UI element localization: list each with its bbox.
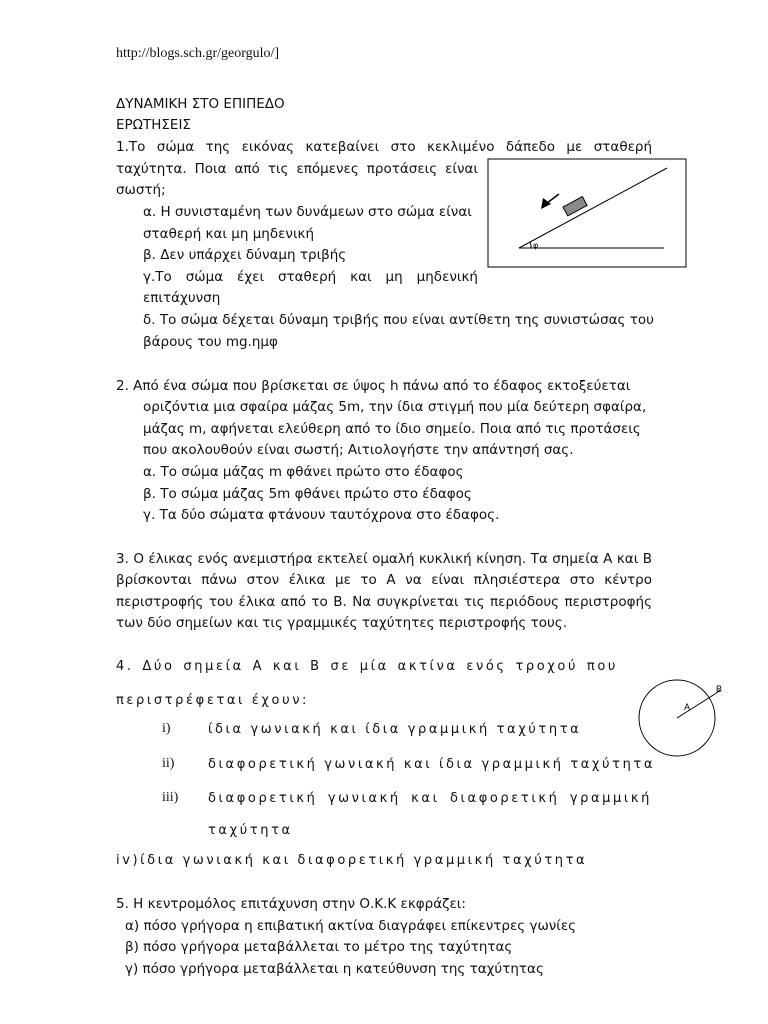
q1-option-a-cont: σταθερή και μη μηδενική (143, 226, 315, 242)
q2-option-c: γ. Τα δύο σώματα φτάνουν ταυτόχρονα στο έδαφος. (143, 507, 500, 523)
q1-option-b: β. Δεν υπάρχει δύναμη τριβής (143, 247, 347, 263)
q3-line-2: βρίσκονται πάνω στον έλικα με το Α να είναι πλησιέστερα στο κέντρο (116, 572, 652, 588)
q2-option-b: β. Το σώμα μάζας 5m φθάνει πρώτο στο έδαφος (143, 486, 472, 502)
q2-line-1: 2. Από ένα σώμα που βρίσκεται σε ύψος h πάνω από το έδαφος εκτοξεύεται (116, 378, 631, 394)
q1-option-d: δ. Το σώμα δέχεται δύναμη τριβής που είναι αντίθετη της συνιστώσας του (143, 312, 654, 328)
q1-option-a: α. Η συνισταμένη των δυνάμεων στο σώμα είναι (143, 204, 472, 220)
q5-option-b: β) πόσο γρήγορα μεταβάλλεται το μέτρο της ταχύτητας (125, 939, 513, 955)
q1-option-c-cont: επιτάχυνση (143, 290, 221, 306)
motion-arrow-shaft (547, 194, 559, 203)
q4-option-3-cont: ταχύτητα (208, 823, 293, 838)
q4-option-3-num: iii) (162, 790, 179, 805)
angle-arc (530, 242, 531, 248)
q4-line-2: περιστρέφεται έχουν: (116, 693, 310, 708)
q5-option-c: γ) πόσο γρήγορα μεταβάλλεται η κατεύθυνση της ταχύτητας (125, 961, 544, 977)
q4-option-2-num: ii) (162, 756, 175, 771)
q1-option-d-cont: βάρους του mg.ημφ (143, 334, 278, 350)
q2-option-a: α. Το σώμα μάζας m φθάνει πρώτο στο έδαφος (143, 464, 464, 480)
q3-line-3: περιστροφής του έλικα από το Β. Να συγκρίνεται τις περιόδους περιστροφής (116, 594, 652, 610)
q3-line-4: των δύο σημείων και τις γραμμικές ταχύτητες περιστροφής τους. (116, 615, 568, 631)
motion-arrow-head (541, 198, 551, 209)
incline-figure (487, 158, 687, 268)
q4-line-1: 4. Δύο σημεία Α και Β σε μία ακτίνα ενός τροχού που (116, 659, 618, 674)
q4-option-1-num: i) (162, 721, 171, 736)
q5-line: 5. Η κεντρομόλος επιτάχυνση στην Ο.Κ.Κ εκφράζει: (116, 896, 466, 912)
q5-option-a: α) πόσο γρήγορα η επιβατική ακτίνα διαγράφει επίκεντρες γωνίες (125, 918, 577, 934)
q4-option-2-text: διαφορετική γωνιακή και ίδια γραμμική ταχύτητα (208, 757, 656, 772)
q2-line-4: που ακολουθούν είναι σωστή; Αιτιολογήστε την απάντησή σας. (143, 442, 574, 458)
q1-line-1: 1.Το σώμα της εικόνας κατεβαίνει στο κεκλιμένο δάπεδο με σταθερή (116, 139, 652, 155)
point-b-label: B (716, 684, 723, 694)
q4-option-4: iv)ίδια γωνιακή και διαφορετική γραμμική ταχύτητα (116, 853, 588, 868)
q4-option-3-text: διαφορετική γωνιακή και διαφορετική γραμμική (208, 791, 652, 806)
q1-option-c: γ.Το σώμα έχει σταθερή και μη μηδενική (143, 269, 478, 285)
q4-option-1-text: ίδια γωνιακή και ίδια γραμμική ταχύτητα (208, 722, 582, 737)
angle-label: φ (533, 241, 539, 250)
q1-line-2: ταχύτητα. Ποια από τις επόμενες προτάσεις είναι (116, 161, 478, 177)
q1-line-3: σωστή; (116, 182, 166, 198)
page-title: ΔΥΝΑΜΙΚΗ ΣΤΟ ΕΠΙΠΕΔΟ (116, 96, 285, 112)
q2-line-2: οριζόντια μια σφαίρα μάζας 5m, την ίδια στιγμή που μία δεύτερη σφαίρα, (143, 399, 647, 415)
q2-line-3: μάζας m, αφήνεται ελεύθερη από το ίδιο σημείο. Ποια από τις προτάσεις (143, 421, 641, 437)
wheel-figure (636, 675, 732, 761)
page-subtitle: ΕΡΩΤΗΣΕΙΣ (116, 117, 191, 133)
header-url: http://blogs.sch.gr/georgulo/] (116, 46, 280, 61)
point-a-label: A (684, 702, 691, 712)
q3-line-1: 3. Ο έλικας ενός ανεμιστήρα εκτελεί ομαλή κυκλική κίνηση. Τα σημεία Α και Β (116, 551, 652, 567)
figure-frame (488, 159, 686, 267)
wheel-radius (677, 694, 715, 718)
